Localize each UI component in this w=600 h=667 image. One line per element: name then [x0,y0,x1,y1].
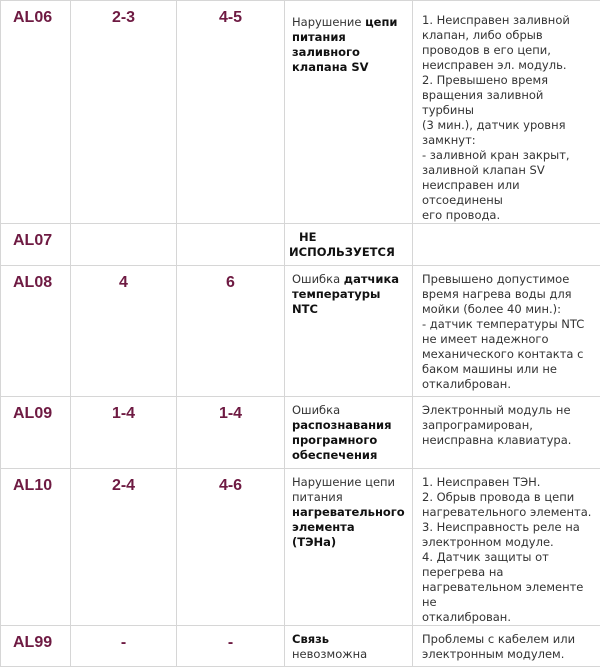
alarm-code: AL08 [1,266,71,397]
led-blink-count-b: 4-6 [177,469,285,626]
fault-description: Нарушение цепи питания заливного клапана SV [285,1,413,224]
led-blink-count-b: 6 [177,266,285,397]
fault-cause: Проблемы с кабелем или электронным модулем. [413,626,600,667]
fault-description: НЕ ИСПОЛЬЗУЕТСЯ [285,224,413,266]
led-blink-count-a: 1-4 [71,397,177,469]
table-row [1,397,600,469]
table-row [1,224,600,266]
alarm-code: AL10 [1,469,71,626]
alarm-code: AL09 [1,397,71,469]
table-row [1,1,600,224]
led-blink-count-b: - [177,626,285,667]
fault-cause: 1. Неисправен ТЭН. 2. Обрыв провода в цепи нагревательного элемента. 3. Неисправность реле на электронном модуле. 4. Датчик защиты от перегрева на нагревательном элементе не откалиброван. [413,469,600,626]
fault-cause: 1. Неисправен заливной клапан, либо обрыв проводов в его цепи, неисправен эл. модуль. 2. Превышено время вращения заливной турбины (3 мин.), датчик уровня замкнут: - заливной кран закрыт, заливной клапан SV неисправен или отсоединены его провода. [413,1,600,224]
led-blink-count-b: 4-5 [177,1,285,224]
fault-cause: Электронный модуль не запрограмирован, неисправна клавиатура. [413,397,600,469]
alarm-code: AL99 [1,626,71,667]
led-blink-count-b [177,224,285,266]
led-blink-count-a: 4 [71,266,177,397]
fault-description: Нарушение цепи питания нагревательного элемента (ТЭНа) [285,469,413,626]
led-blink-count-a: - [71,626,177,667]
fault-description: Ошибка распознавания програмного обеспечения [285,397,413,469]
fault-cause [413,224,600,266]
table-row [1,469,600,626]
led-blink-count-b: 1-4 [177,397,285,469]
alarm-code: AL07 [1,224,71,266]
alarm-code: AL06 [1,1,71,224]
fault-cause: Превышено допустимое время нагрева воды для мойки (более 40 мин.): - датчик температуры NTC не имеет надежного механического контакта с баком машины или не откалиброван. [413,266,600,397]
table-row [1,626,600,667]
led-blink-count-a [71,224,177,266]
table-row [1,266,600,397]
led-blink-count-a: 2-4 [71,469,177,626]
fault-description: Связь невозможна [285,626,413,667]
led-blink-count-a: 2-3 [71,1,177,224]
fault-description: Ошибка датчика температуры NTC [285,266,413,397]
